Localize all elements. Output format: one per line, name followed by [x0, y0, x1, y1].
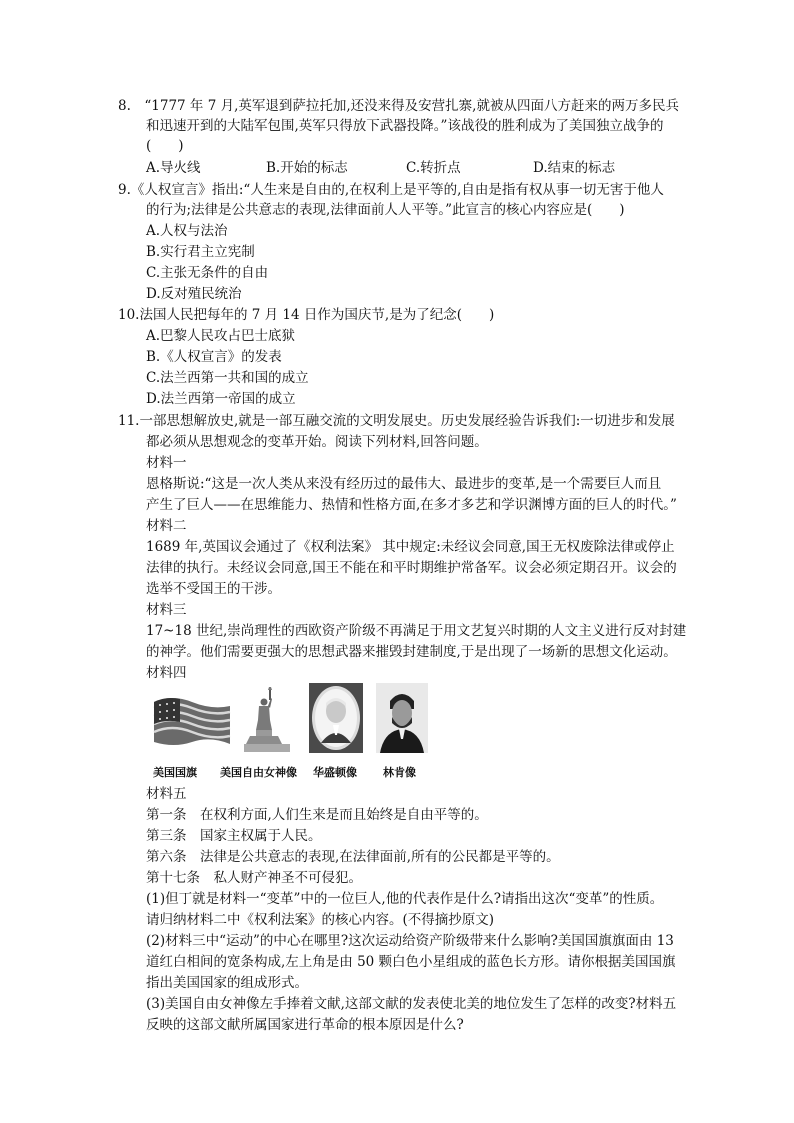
caption-us-flag: 美国国旗	[153, 766, 197, 779]
q9-option-a: A.人权与法治	[146, 223, 228, 239]
q8-option-b: B.开始的标志	[266, 160, 348, 176]
article-6: 第六条 法律是公共意志的表现,在法律面前,所有的公民都是平等的。	[146, 849, 560, 865]
q9-option-b: B.实行君主立宪制	[146, 244, 255, 260]
us-flag-image	[150, 690, 234, 752]
q8-stem-line1: 8. “1777 年 7 月,英军退到萨拉托加,还没来得及安营扎寨,就被从四面八方赶来的两万多民兵	[118, 98, 679, 114]
material-2-line2: 法律的执行。未经议会同意,国王不能在和平时期维护常备军。议会必须定期召开。议会的	[146, 560, 677, 576]
sub-question-3-line2: 反映的这部文献所属国家进行革命的根本原因是什么?	[146, 1017, 464, 1033]
q10-option-d: D.法兰西第一帝国的成立	[146, 391, 296, 407]
washington-portrait-image	[309, 683, 363, 753]
sub-question-1-line2: 请归纳材料二中《权利法案》的核心内容。(不得摘抄原文)	[146, 912, 495, 928]
material-1-title: 材料一	[146, 455, 187, 471]
q10-option-a: A.巴黎人民攻占巴士底狱	[146, 328, 296, 344]
material-5-title: 材料五	[146, 786, 187, 802]
sub-question-3-line1: (3)美国自由女神像左手捧着文献,这部文献的发表使北美的地位发生了怎样的改变?材料五	[146, 996, 677, 1012]
article-17: 第十七条 私人财产神圣不可侵犯。	[146, 870, 362, 886]
material-2-line3: 选举不受国王的干涉。	[146, 581, 281, 597]
caption-statue-of-liberty: 美国自由女神像	[220, 766, 297, 779]
q10-stem: 10.法国人民把每年的 7 月 14 日作为国庆节,是为了纪念( )	[118, 307, 495, 323]
q9-option-d: D.反对殖民统治	[146, 286, 242, 302]
q11-stem-line2: 都必须从思想观念的变革开始。阅读下列材料,回答问题。	[146, 434, 488, 450]
q8-option-d: D.结束的标志	[533, 160, 616, 176]
material-4-title: 材料四	[146, 665, 187, 681]
q9-stem-line1: 9.《人权宣言》指出:“人生来是自由的,在权利上是平等的,自由是指有权从事一切无害于他人	[118, 182, 664, 198]
material-2-title: 材料二	[146, 518, 187, 534]
material-1-line2: 产生了巨人——在思维能力、热情和性格方面,在多才多艺和学识渊博方面的巨人的时代。”	[146, 497, 677, 513]
q10-option-b: B.《人权宣言》的发表	[146, 349, 282, 365]
material-1-line1: 恩格斯说:“这是一次人类从来没有经历过的最伟大、最进步的变革,是一个需要巨人而且	[146, 476, 662, 492]
lincoln-portrait-image	[376, 683, 428, 753]
q9-option-c: C.主张无条件的自由	[146, 265, 269, 281]
sub-question-1-line1: (1)但丁就是材料一“变革”中的一位巨人,他的代表作是什么?请指出这次“变革”的性质。	[146, 891, 664, 907]
q8-stem-line3: ( )	[146, 138, 184, 154]
material-3-line2: 的神学。他们需要更强大的思想武器来摧毁封建制度,于是出现了一场新的思想文化运动。	[146, 644, 677, 660]
article-1: 第一条 在权利方面,人们生来是而且始终是自由平等的。	[146, 807, 488, 823]
material-3-line1: 17~18 世纪,崇尚理性的西欧资产阶级不再满足于用文艺复兴时期的人文主义进行反对封建	[146, 623, 687, 639]
caption-lincoln: 林肯像	[383, 766, 416, 779]
q9-stem-line2: 的行为;法律是公共意志的表现,法律面前人人平等。”此宣言的核心内容应是( )	[146, 202, 625, 218]
article-3: 第三条 国家主权属于人民。	[146, 828, 322, 844]
caption-washington: 华盛顿像	[313, 766, 357, 779]
q8-stem-line2: 和迅速开到的大陆军包围,英军只得放下武器投降。”该战役的胜利成为了美国独立战争的	[146, 118, 664, 134]
q8-option-a: A.导火线	[146, 160, 201, 176]
sub-question-2-line1: (2)材料三中“运动”的中心在哪里?这次运动给资产阶级带来什么影响?美国国旗旗面由 13	[146, 933, 674, 949]
material-3-title: 材料三	[146, 602, 187, 618]
q11-stem-line1: 11.一部思想解放史,就是一部互融交流的文明发展史。历史发展经验告诉我们:一切进步和发展	[118, 413, 675, 429]
q10-option-c: C.法兰西第一共和国的成立	[146, 370, 309, 386]
statue-of-liberty-image	[240, 686, 294, 754]
q8-option-c: C.转折点	[406, 160, 461, 176]
material-2-line1: 1689 年,英国议会通过了《权利法案》 其中规定:未经议会同意,国王无权废除法律或停止	[146, 539, 675, 555]
sub-question-2-line3: 指出美国国家的组成形式。	[146, 975, 308, 991]
sub-question-2-line2: 道红白相间的宽条构成,左上角是由 50 颗白色小星组成的蓝色长方形。请你根据美国国旗	[146, 954, 676, 970]
q8-options	[146, 158, 706, 178]
